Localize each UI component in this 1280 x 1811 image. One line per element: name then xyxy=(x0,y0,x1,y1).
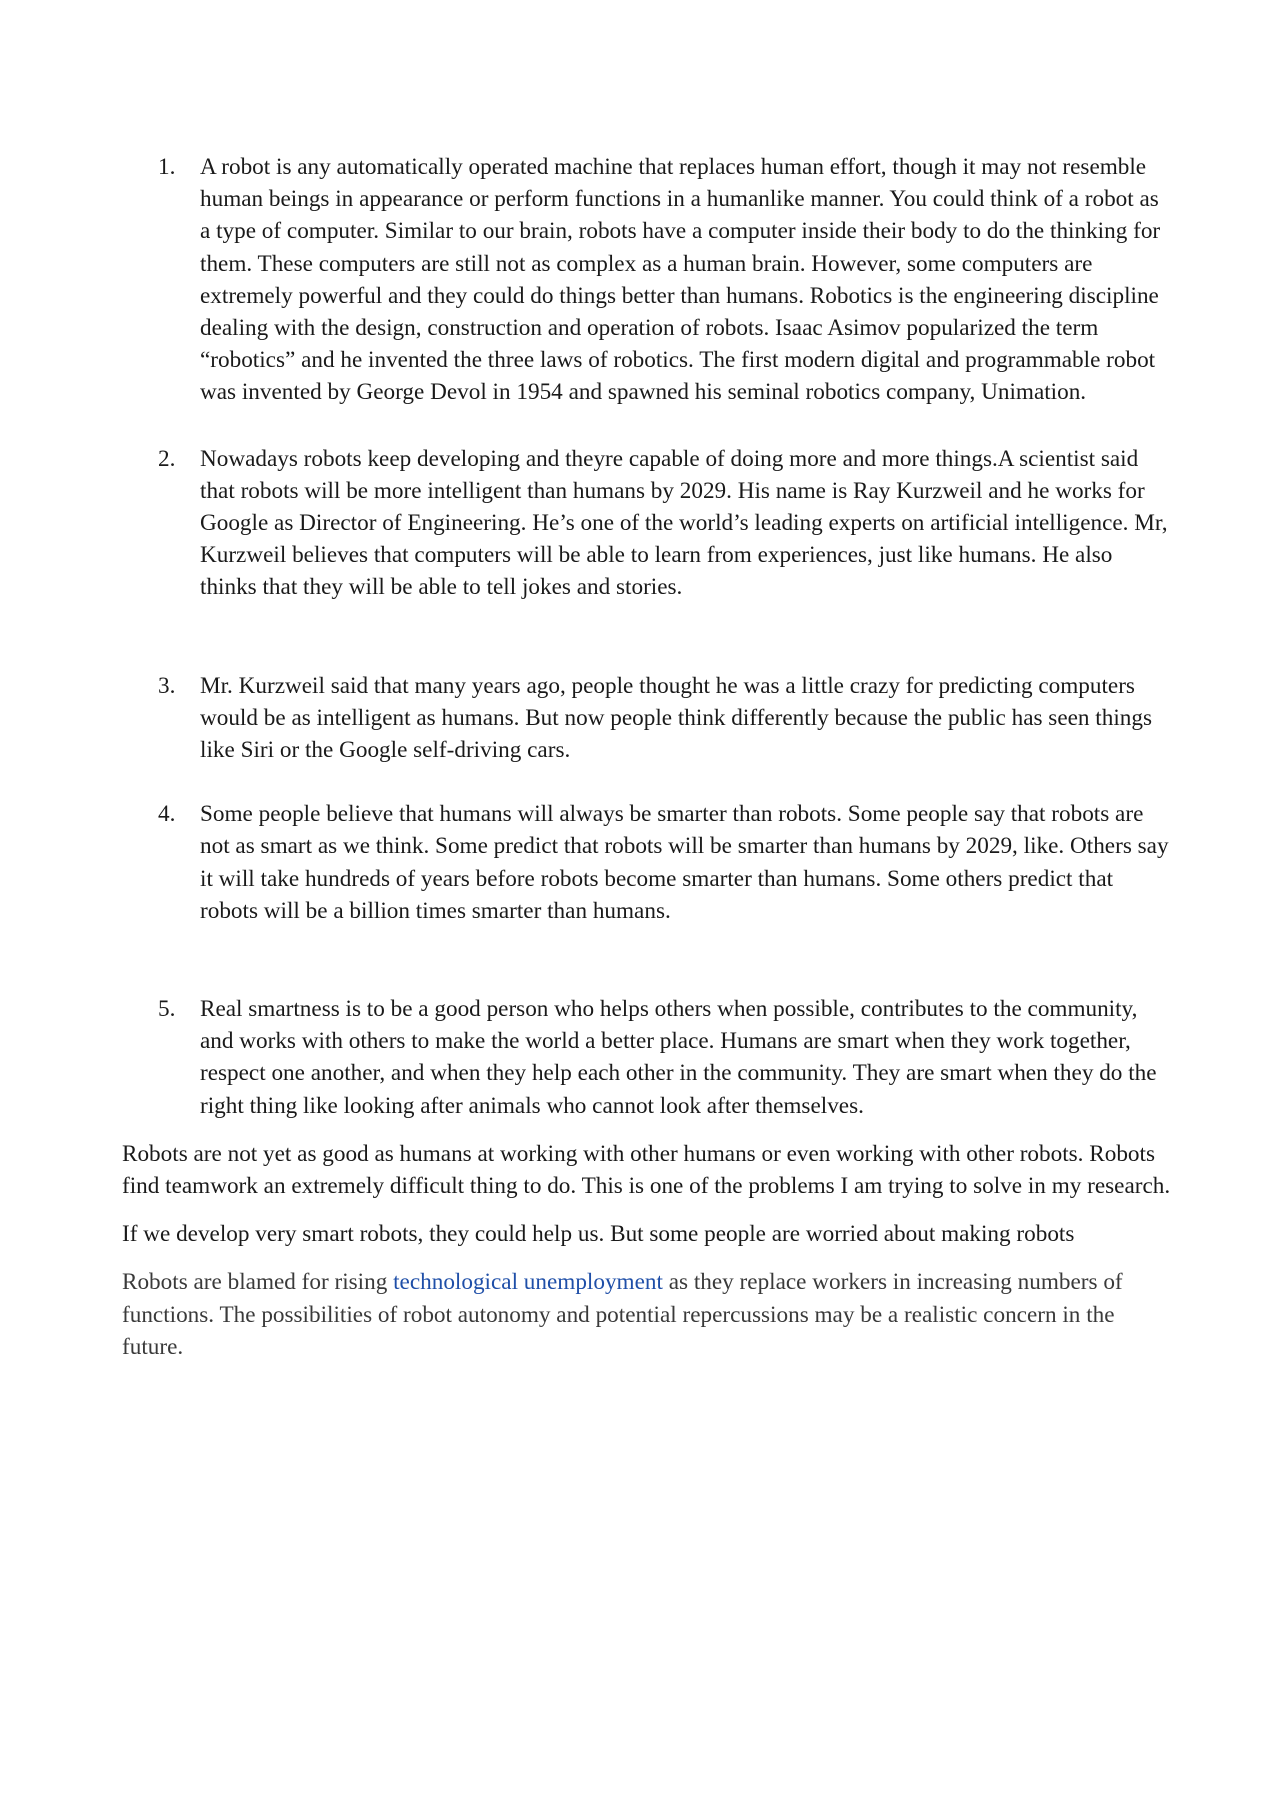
numbered-list xyxy=(122,151,1172,1122)
final-paragraph-text-before-link: Robots are blamed for rising xyxy=(122,1269,394,1296)
list-item-number: 5. xyxy=(158,996,176,1023)
list-item-text: Mr. Kurzweil said that many years ago, people thought he was a little crazy for predicting computers would be as intelligent as humans. But now people think differently because the public has seen things like Siri or the Google self-driving cars. xyxy=(200,672,1152,764)
list-item-number: 1. xyxy=(158,154,176,180)
list-item-number: 3. xyxy=(158,672,176,699)
list-item-number: 4. xyxy=(158,801,176,828)
final-paragraph xyxy=(122,1266,1172,1363)
technological-unemployment-link[interactable]: technological unemployment xyxy=(393,1269,663,1296)
document-body xyxy=(122,151,1172,1363)
list-item xyxy=(122,798,1172,927)
list-item-text: Real smartness is to be a good person who helps others when possible, contributes to the community, and works with others to make the world a better place. Humans are smart when they work together, respect one another, and when they help each other in the community. They are smart when they do the right thing like looking after animals who cannot look after themselves. xyxy=(200,996,1157,1119)
body-paragraph: If we develop very smart robots, they could help us. But some people are worried about making robots xyxy=(122,1221,1075,1248)
list-item-text: Some people believe that humans will always be smarter than robots. Some people say that robots are not as smart as we think. Some predict that robots will be smarter than humans by 2029, like. Others say it will take hundreds of years before robots become smarter than humans. Some others predict that robots will be a billion times smarter than humans. xyxy=(200,801,1169,924)
list-item-text: Nowadays robots keep developing and theyre capable of doing more and more things.A scientist said that robots will be more intelligent than humans by 2029. His name is Ray Kurzweil and he works for Google as Director of Engineering. He’s one of the world’s leading experts on artificial intelligence. Mr, Kurzweil believes that computers will be able to learn from experiences, just like humans. He also thinks that they will be able to tell jokes and stories. xyxy=(200,445,1168,601)
list-item xyxy=(122,993,1172,1122)
list-item xyxy=(122,151,1172,409)
list-item-number: 2. xyxy=(158,445,176,472)
body-paragraph: Robots are not yet as good as humans at working with other humans or even working with other robots. Robots find teamwork an extremely difficult thing to do. This is one of the problems I am trying to solve in my research. xyxy=(122,1140,1171,1200)
list-item-text: A robot is any automatically operated machine that replaces human effort, though it may not resemble human beings in appearance or perform functions in a humanlike manner. You could think of a robot as a type of computer. Similar to our brain, robots have a computer inside their body to do the thinking for them. These computers are still not as complex as a human brain. However, some computers are extremely powerful and they could do things better than humans. Robotics is the engineering discipline dealing with the design, construction and operation of robots. Isaac Asimov popularized the term “robotics” and he invented the three laws of robotics. The first modern digital and programmable robot was invented by George Devol in 1954 and spawned his seminal robotics company, Unimation. xyxy=(200,154,1161,406)
list-item xyxy=(122,443,1172,604)
final-paragraph-text-after-link: as they replace workers in increasing numbers of functions. The possibilities of robot autonomy and potential repercussions may be a realistic concern in the future. xyxy=(122,1269,1123,1360)
list-item xyxy=(122,670,1172,767)
